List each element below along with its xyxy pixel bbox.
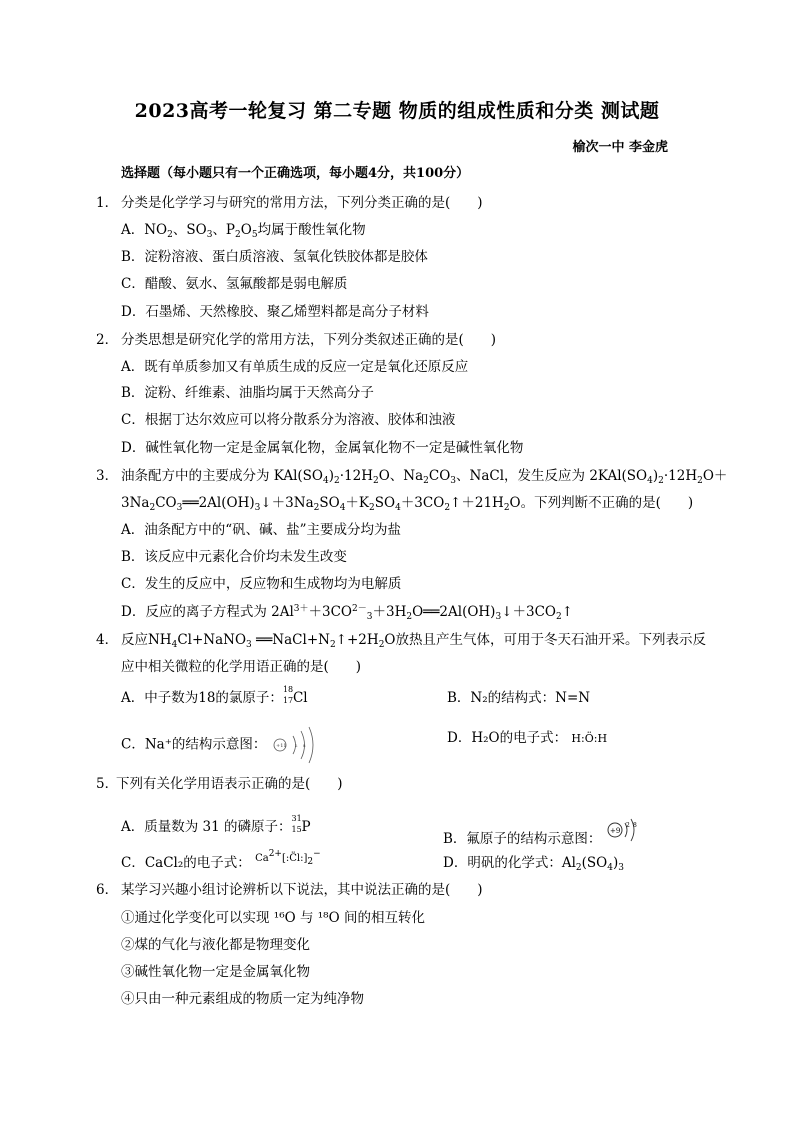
q4-option-d [447,726,607,746]
q1-number: 1． [96,195,119,211]
svg-text:2: 2 [294,743,298,748]
q4-option-c [121,726,317,764]
q5-option-a: A．质量数为 31 的磷原子： 31 15 P [121,814,311,835]
q3-number: 3． [96,468,119,484]
svg-text:+9: +9 [609,827,621,835]
section-heading: 选择题（每小题只有一个正确选项，每小题4分，共100分） [121,166,470,181]
q3-stem-line1: 油条配方中的主要成分为 $KAl(SO_4)_2\cdot 12H_2O$、$Na_2CO_3$、NaCl，发生反应为 $2KAl(SO_4)_2\cdot 12H_2O+$ [121,468,728,486]
q2-option-a: A．既有单质参加又有单质生成的反应一定是氧化还原反应 [121,359,469,375]
q6-statement-4: ④只由一种元素组成的物质一定为纯净物 [121,991,364,1007]
q4-stem-line1: 反应$NH_4Cl+NaNO_3$ $══NaCl+N_2↑+2H_2O$放热且产生气体，可用于冬天石油开采。下列表示反 [121,632,706,650]
cacl2-electron-formula-icon: Ca2+[:C̈l:]2− [255,849,321,867]
q4-number: 4． [96,632,119,648]
q3-option-d-label: D．反应的离子方程式为 [121,604,267,620]
q5-option-d-label: D．明矾的化学式： [443,855,562,871]
q1-option-b: B．淀粉溶液、蛋白质溶液、氢氧化铁胶体都是胶体 [121,249,428,265]
q5-option-b [443,815,640,847]
q1-option-a-text: 均属于酸性氧化物 [257,222,366,238]
q1-stem: 分类是化学学习与研究的常用方法，下列分类正确的是( ) [121,195,483,211]
svg-text:8: 8 [632,822,637,829]
q5-number: 5． [96,776,119,792]
q3-option-c: C．发生的反应中，反应物和生成物均为电解质 [121,576,402,592]
q4-stem-line2: 应中相关微粒的化学用语正确的是( ) [121,659,362,675]
q4-option-a: A．中子数为18的氯原子： 18 17 Cl [121,685,308,706]
q5-option-c [121,851,321,871]
q2-number: 2． [96,332,119,348]
q3-stem-line2: $3Na_2CO_3══2Al(OH)_3↓+3Na_2SO_4+K_2SO_4+3CO_2↑+21H_2O$。下列判断不正确的是( ) [121,495,694,513]
q4-option-b: B．N₂的结构式：N=N [447,690,591,706]
q6-statement-1: ①通过化学变化可以实现 ¹⁶O 与 ¹⁸O 间的相互转化 [121,910,425,926]
q3-option-a: A．油条配方中的“矾、碱、盐”主要成分均为盐 [121,522,402,538]
svg-text:+11: +11 [275,743,287,749]
q1-option-c: C．醋酸、氨水、氢氟酸都是弱电解质 [121,276,348,292]
q2-option-b: B．淀粉、纤维素、油脂均属于天然高分子 [121,385,374,401]
q3-option-b: B．该反应中元素化合价均未发生改变 [121,549,347,565]
q6-number: 6． [96,882,119,898]
q6-stem: 某学习兴趣小组讨论辨析以下说法，其中说法正确的是( ) [121,882,483,898]
q2-stem: 分类思想是研究化学的常用方法，下列分类叙述正确的是( ) [121,332,497,348]
q2-option-c: C．根据丁达尔效应可以将分散系分为溶液、胶体和浊液 [121,412,456,428]
author-line: 榆次一中 李金虎 [572,140,668,155]
svg-text:8: 8 [302,743,306,748]
svg-text:2: 2 [625,822,630,829]
na-ion-structure-diagram-icon [271,726,317,764]
q6-statement-3: ③碱性氧化物一定是金属氧化物 [121,964,310,980]
q3-option-d: D．反应的离子方程式为 $2Al^{3+}+3CO^{2-}_3+3H_2O══2Al(OH)_3↓+3CO_2↑$ [121,604,574,622]
q5-option-d: D．明矾的化学式：$Al_2(SO_4)_3$ [443,855,624,873]
q2-option-d: D．碱性氧化物一定是金属氧化物，金属氧化物不一定是碱性氧化物 [121,440,524,456]
q4-option-a-label: A．中子数为18的氯原子： [121,690,283,706]
q1-option-d: D．石墨烯、天然橡胶、聚乙烯塑料都是高分子材料 [121,304,429,320]
q1-option-a: A．$NO_2$、$SO_3$、$P_2O_5$均属于酸性氧化物 [121,222,366,240]
q6-statement-2: ②煤的气化与液化都是物理变化 [121,937,310,953]
h2o-electron-formula-icon: H:Ö:H [571,732,608,745]
q3-stem-tail: 。下列判断不正确的是( ) [520,495,694,511]
q5-option-a-label: A．质量数为 31 的磷原子： [121,819,292,835]
q5-stem: 下列有关化学用语表示正确的是( ) [116,776,343,792]
q4-option-c-label: C．Na⁺的结构示意图： [121,736,267,753]
q4-option-d-label: D．H₂O的电子式： [447,730,568,746]
fluorine-atom-structure-diagram-icon [606,815,640,845]
q4-stem-mid: 放热且产生气体，可用于冬天石油开采。下列表示反 [395,632,706,648]
q5-option-c-label: C．CaCl₂的电子式： [121,855,251,871]
q5-option-b-label: B．氟原子的结构示意图： [443,831,602,847]
page-title: 2023高考一轮复习 第二专题 物质的组成性质和分类 测试题 [134,100,660,122]
